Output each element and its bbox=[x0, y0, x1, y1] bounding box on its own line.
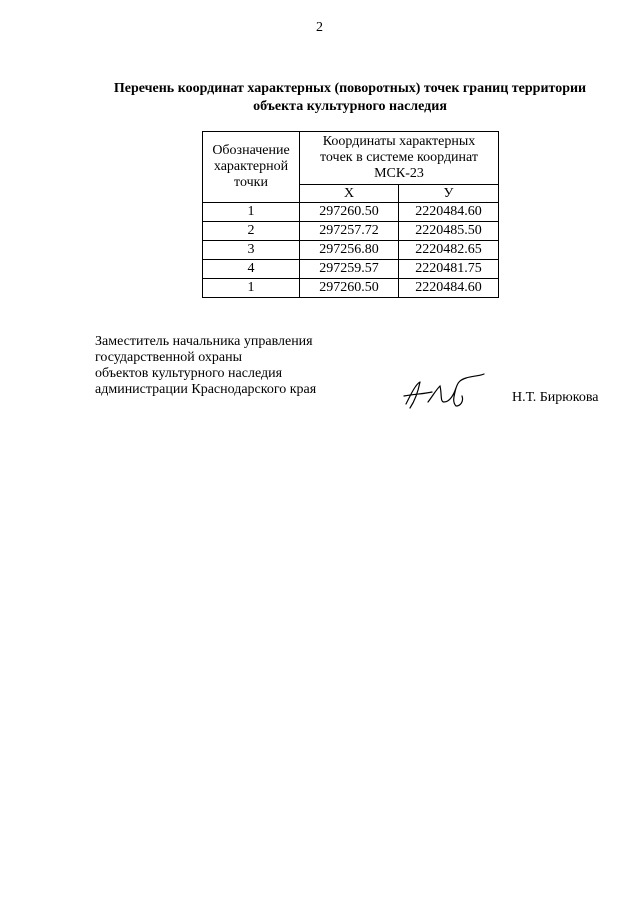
table-row bbox=[203, 222, 499, 241]
cell-x: 297259.57 bbox=[300, 260, 399, 279]
header-point-designation: Обозначение характерной точки bbox=[203, 132, 300, 203]
position-line: Заместитель начальника управления bbox=[95, 334, 313, 349]
cell-x: 297256.80 bbox=[300, 241, 399, 260]
cell-y: 2220485.50 bbox=[399, 222, 499, 241]
cell-x: 297257.72 bbox=[300, 222, 399, 241]
header-x: Х bbox=[300, 185, 399, 203]
document-title-line-1: Перечень координат характерных (поворотных) точек границ территории bbox=[113, 81, 587, 96]
document-title bbox=[90, 80, 610, 116]
cell-y: 2220481.75 bbox=[399, 260, 499, 279]
table-row bbox=[203, 241, 499, 260]
document-title-line-2: объекта культурного наследия bbox=[253, 99, 447, 114]
cell-y: 2220484.60 bbox=[399, 203, 499, 222]
cell-point: 2 bbox=[203, 222, 300, 241]
cell-point: 4 bbox=[203, 260, 300, 279]
signatory-position bbox=[95, 334, 316, 398]
cell-y: 2220482.65 bbox=[399, 241, 499, 260]
position-line: государственной охраны bbox=[95, 350, 243, 365]
header-coordinates: Координаты характерных точек в системе координат МСК-23 bbox=[300, 132, 499, 185]
table-row bbox=[203, 279, 499, 298]
page-number: 2 bbox=[316, 20, 323, 35]
cell-point: 1 bbox=[203, 203, 300, 222]
header-y: У bbox=[399, 185, 499, 203]
position-line: объектов культурного наследия bbox=[95, 366, 283, 381]
cell-y: 2220484.60 bbox=[399, 279, 499, 298]
cell-x: 297260.50 bbox=[300, 279, 399, 298]
coordinates-table bbox=[202, 131, 499, 298]
position-line: администрации Краснодарского края bbox=[95, 382, 317, 397]
signer-name: Н.Т. Бирюкова bbox=[512, 390, 599, 405]
handwritten-signature-icon bbox=[400, 372, 486, 412]
table-row bbox=[203, 260, 499, 279]
table-row bbox=[203, 203, 499, 222]
table-header-row bbox=[203, 132, 499, 185]
cell-point: 1 bbox=[203, 279, 300, 298]
cell-x: 297260.50 bbox=[300, 203, 399, 222]
cell-point: 3 bbox=[203, 241, 300, 260]
